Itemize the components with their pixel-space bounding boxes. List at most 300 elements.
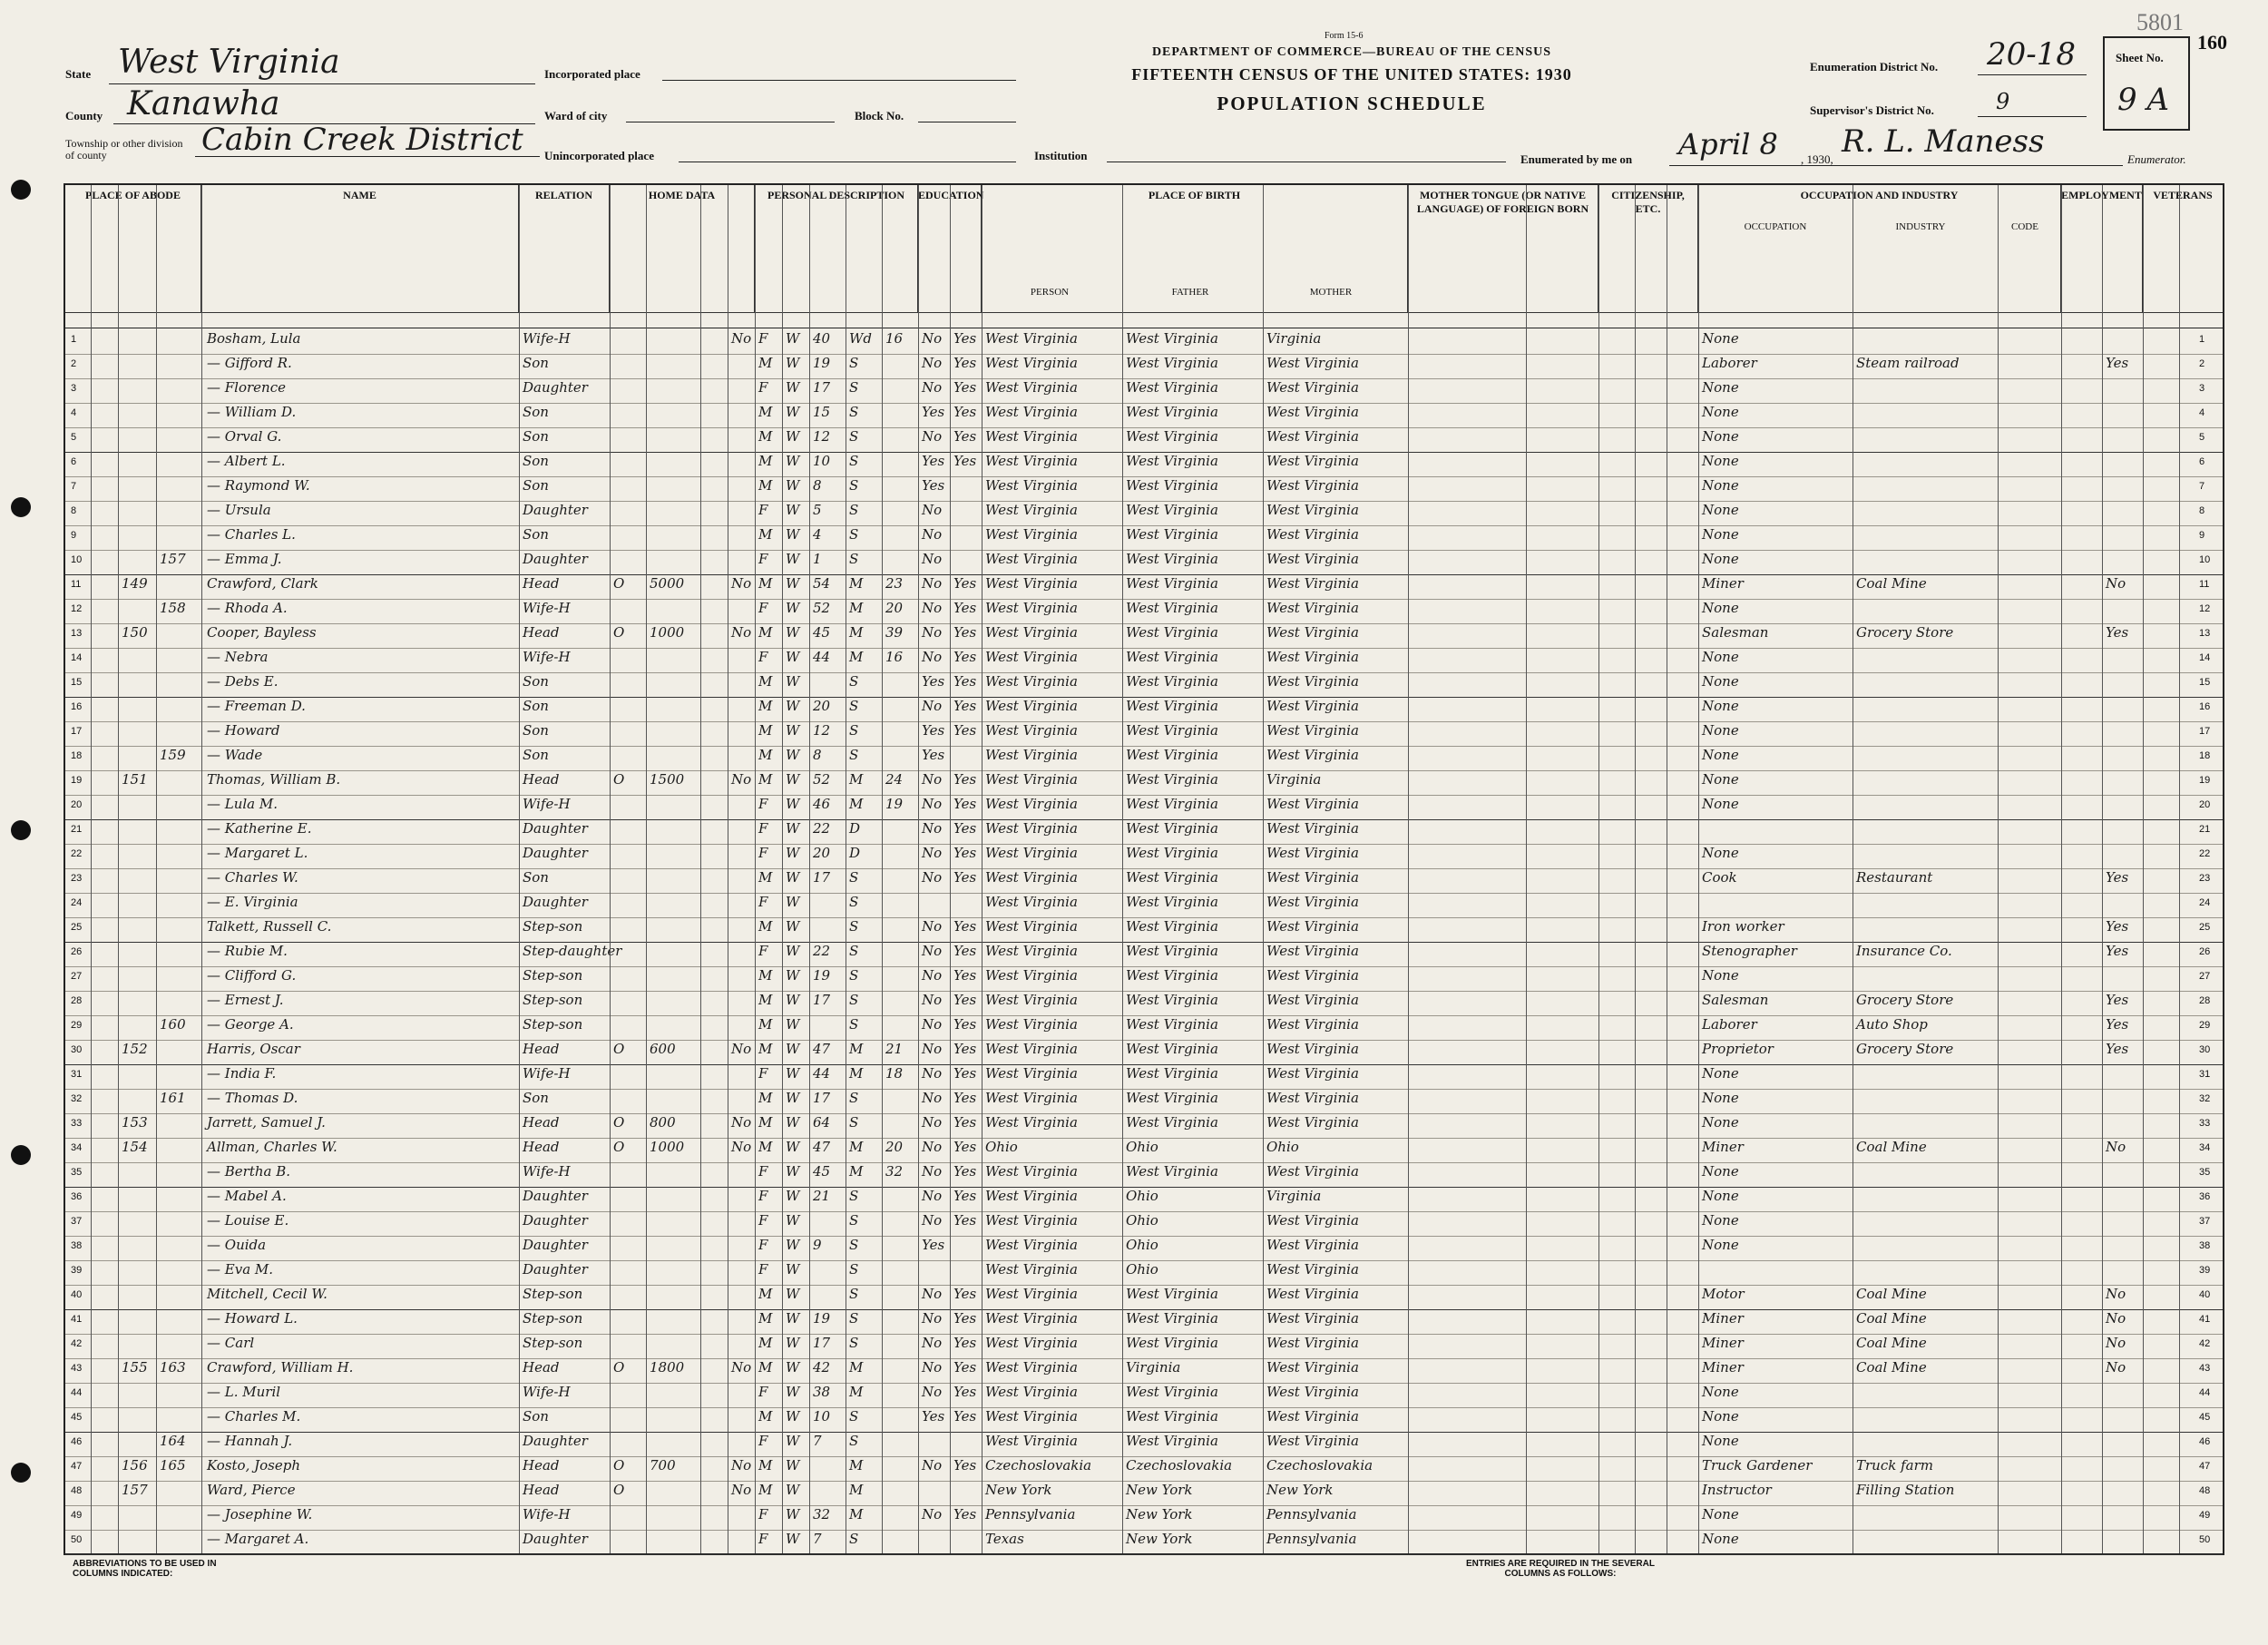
cell-mb: West Virginia [1266, 502, 1359, 518]
cell-name: — Mabel A. [207, 1188, 287, 1204]
cell-rel: Head [523, 1139, 560, 1155]
table-row [65, 745, 2223, 771]
cell-read: Yes [953, 600, 977, 616]
cell-rel: Head [523, 1457, 560, 1474]
township-line [195, 156, 540, 157]
cell-age: 1 [813, 551, 822, 567]
table-row [65, 671, 2223, 698]
line-number: 45 [71, 1412, 83, 1423]
cell-race: W [786, 649, 800, 665]
cell-read: Yes [953, 1065, 977, 1082]
line-number: 2 [2199, 358, 2205, 369]
cell-sch: No [922, 379, 943, 396]
cell-age: 12 [813, 428, 831, 445]
cell-ind: Filling Station [1856, 1482, 1955, 1498]
line-number: 25 [2199, 922, 2211, 933]
line-number: 46 [71, 1436, 83, 1447]
cell-ms: M [849, 600, 864, 616]
line-number: 7 [2199, 481, 2205, 492]
cell-read: Yes [953, 771, 977, 788]
cell-fb: West Virginia [1126, 1384, 1218, 1400]
cell-read: Yes [953, 918, 977, 935]
cell-name: Crawford, Clark [207, 575, 318, 592]
table-row [65, 843, 2223, 869]
county-value: Kanawha [127, 85, 280, 122]
table-body [65, 328, 2223, 1553]
cell-sch: No [922, 1359, 943, 1376]
cell-sch: Yes [922, 722, 945, 739]
cell-sch: No [922, 1016, 943, 1033]
line-number: 30 [2199, 1044, 2211, 1055]
cell-name: — Katherine E. [207, 820, 312, 837]
cell-fb: West Virginia [1126, 894, 1218, 910]
cell-ms: S [849, 1188, 859, 1204]
cell-fb: West Virginia [1126, 551, 1218, 567]
column-number-row [65, 312, 2223, 328]
cell-ms: M [849, 1482, 864, 1498]
cell-mb: West Virginia [1266, 943, 1359, 959]
cell-rel: Daughter [523, 1212, 588, 1229]
cell-read: Yes [953, 1188, 977, 1204]
cell-fb: West Virginia [1126, 918, 1218, 935]
cell-race: W [786, 600, 800, 616]
table-row [65, 377, 2223, 404]
cell-name: — Rhoda A. [207, 600, 288, 616]
cell-race: W [786, 477, 800, 494]
cell-age: 45 [813, 624, 831, 641]
line-number: 28 [71, 995, 83, 1006]
cell-mb: West Virginia [1266, 722, 1359, 739]
cell-age: 17 [813, 1335, 831, 1351]
cell-race: W [786, 330, 800, 347]
cell-ms: M [849, 575, 864, 592]
schedule-title: POPULATION SCHEDULE [1217, 93, 1487, 114]
cell-name: Bosham, Lula [207, 330, 301, 347]
cell-read: Yes [953, 453, 977, 469]
cell-sex: M [758, 1310, 773, 1327]
cell-dw: 156 [122, 1457, 148, 1474]
cell-mb: West Virginia [1266, 624, 1359, 641]
cell-pb: New York [985, 1482, 1052, 1498]
line-number: 50 [2199, 1534, 2211, 1545]
cell-fb: West Virginia [1126, 796, 1218, 812]
cell-name: — Albert L. [207, 453, 286, 469]
cell-race: W [786, 845, 800, 861]
rule [1408, 185, 1409, 1553]
cell-own: O [613, 771, 625, 788]
cell-race: W [786, 1506, 800, 1523]
township-value: Cabin Creek District [201, 122, 523, 158]
incorporated-line [662, 80, 1016, 81]
cell-age: 21 [813, 1188, 831, 1204]
line-number: 17 [2199, 726, 2211, 737]
cell-pb: Czechoslovakia [985, 1457, 1092, 1474]
cell-emp: Yes [2106, 1016, 2129, 1033]
cell-fb: West Virginia [1126, 1408, 1218, 1425]
line-number: 4 [71, 407, 77, 418]
cell-age: 44 [813, 1065, 831, 1082]
cell-mb: Ohio [1266, 1139, 1299, 1155]
rule [1998, 185, 1999, 1553]
table-row [65, 916, 2223, 943]
cell-sex: M [758, 722, 773, 739]
cell-sex: M [758, 918, 773, 935]
cell-fb: West Virginia [1126, 869, 1218, 886]
cell-sch: No [922, 1065, 943, 1082]
cell-race: W [786, 551, 800, 567]
cell-race: W [786, 355, 800, 371]
cell-name: — Wade [207, 747, 263, 763]
cell-ms: S [849, 894, 859, 910]
line-number: 29 [71, 1020, 83, 1031]
cell-pb: West Virginia [985, 918, 1078, 935]
cell-mb: West Virginia [1266, 477, 1359, 494]
line-number: 27 [2199, 971, 2211, 982]
cell-age: 17 [813, 992, 831, 1008]
cell-pb: West Virginia [985, 330, 1078, 347]
cell-mb: West Virginia [1266, 1065, 1359, 1082]
institution-label: Institution [1034, 149, 1088, 162]
line-number: 9 [2199, 530, 2205, 541]
department-title: DEPARTMENT OF COMMERCE—BUREAU OF THE CENSUS [1151, 45, 1552, 59]
cell-pb: West Virginia [985, 624, 1078, 641]
cell-age: 9 [813, 1237, 822, 1253]
cell-sex: M [758, 1408, 773, 1425]
cell-read: Yes [953, 698, 977, 714]
cell-pb: Texas [985, 1531, 1024, 1547]
line-number: 12 [71, 603, 83, 614]
line-number: 2 [71, 358, 77, 369]
table-row [65, 524, 2223, 551]
cell-pb: West Virginia [985, 698, 1078, 714]
cell-rel: Step-daughter [523, 943, 622, 959]
cell-race: W [786, 1384, 800, 1400]
cell-occ: None [1702, 1065, 1739, 1082]
cell-sex: M [758, 1139, 773, 1155]
table-row [65, 1504, 2223, 1531]
cell-occ: Laborer [1702, 355, 1757, 371]
cell-sch: No [922, 502, 943, 518]
cell-ind: Insurance Co. [1856, 943, 1952, 959]
rule [882, 185, 883, 1553]
cell-pb: West Virginia [985, 379, 1078, 396]
table-row [65, 598, 2223, 624]
cell-radio: No [731, 1359, 752, 1376]
cell-read: Yes [953, 796, 977, 812]
cell-rel: Son [523, 477, 549, 494]
cell-fb: West Virginia [1126, 1163, 1218, 1180]
cell-pb: West Virginia [985, 1114, 1078, 1131]
cell-fb: West Virginia [1126, 943, 1218, 959]
cell-occ: None [1702, 845, 1739, 861]
cell-emp: Yes [2106, 943, 2129, 959]
cell-ms: S [849, 477, 859, 494]
cell-sch: No [922, 845, 943, 861]
state-line [109, 83, 535, 84]
cell-ind: Steam railroad [1856, 355, 1960, 371]
cell-pb: West Virginia [985, 747, 1078, 763]
cell-mage: 24 [885, 771, 904, 788]
col-person-birth: PERSON [1030, 287, 1070, 298]
cell-race: W [786, 453, 800, 469]
cell-ms: M [849, 1384, 864, 1400]
line-number: 5 [71, 432, 77, 443]
cell-pb: West Virginia [985, 1188, 1078, 1204]
cell-pb: West Virginia [985, 1065, 1078, 1082]
cell-ind: Truck farm [1856, 1457, 1933, 1474]
cell-sex: F [758, 1212, 768, 1229]
cell-pb: West Virginia [985, 1090, 1078, 1106]
cell-rel: Head [523, 1482, 560, 1498]
cell-occ: None [1702, 1090, 1739, 1106]
cell-age: 47 [813, 1139, 831, 1155]
cell-fb: West Virginia [1126, 1065, 1218, 1082]
col-industry: INDUSTRY [1895, 221, 1946, 232]
cell-fb: Ohio [1126, 1139, 1158, 1155]
cell-sex: M [758, 1335, 773, 1351]
cell-fam: 160 [160, 1016, 186, 1033]
cell-sch: Yes [922, 1408, 945, 1425]
cell-sch: No [922, 1457, 943, 1474]
cell-pb: West Virginia [985, 722, 1078, 739]
cell-name: — Ernest J. [207, 992, 284, 1008]
enumerated-label: Enumerated by me on [1520, 152, 1633, 166]
rule [1698, 185, 1699, 1553]
cell-rel: Son [523, 1408, 549, 1425]
table-row [65, 769, 2223, 796]
cell-occ: None [1702, 1114, 1739, 1131]
sheet-number-box [2103, 36, 2190, 131]
cell-mb: West Virginia [1266, 551, 1359, 567]
table-row [65, 451, 2223, 477]
table-row [65, 549, 2223, 575]
cell-occ: None [1702, 428, 1739, 445]
cell-pb: West Virginia [985, 820, 1078, 837]
cell-rel: Wife-H [523, 330, 571, 347]
cell-sch: Yes [922, 747, 945, 763]
table-row [65, 892, 2223, 918]
cell-age: 22 [813, 820, 831, 837]
cell-pb: Ohio [985, 1139, 1018, 1155]
table-row [65, 1455, 2223, 1482]
table-row [65, 720, 2223, 747]
cell-sex: M [758, 526, 773, 543]
cell-name: — L. Muril [207, 1384, 281, 1400]
table-row [65, 1063, 2223, 1090]
cell-race: W [786, 992, 800, 1008]
cell-dw: 149 [122, 575, 148, 592]
line-number: 5 [2199, 432, 2205, 443]
cell-name: — Debs E. [207, 673, 279, 690]
cell-sex: F [758, 1237, 768, 1253]
cell-age: 42 [813, 1359, 831, 1376]
col-name: NAME [201, 185, 519, 312]
table-row [65, 1480, 2223, 1506]
cell-name: — Orval G. [207, 428, 282, 445]
cell-read: Yes [953, 1408, 977, 1425]
enumerator-name: R. L. Maness [1842, 123, 2045, 160]
cell-sch: Yes [922, 1237, 945, 1253]
state-value: West Virginia [118, 44, 340, 81]
cell-occ: Miner [1702, 1310, 1744, 1327]
cell-pb: West Virginia [985, 1041, 1078, 1057]
cell-sch: No [922, 1286, 943, 1302]
cell-sch: No [922, 1212, 943, 1229]
line-number: 16 [71, 701, 83, 712]
archive-stamp: 5801 [2136, 9, 2184, 35]
cell-sex: F [758, 796, 768, 812]
cell-mb: Czechoslovakia [1266, 1457, 1374, 1474]
cell-pb: West Virginia [985, 1286, 1078, 1302]
line-number: 37 [71, 1216, 83, 1227]
cell-rel: Son [523, 673, 549, 690]
cell-mb: West Virginia [1266, 1433, 1359, 1449]
cell-mb: West Virginia [1266, 967, 1359, 984]
cell-rel: Son [523, 869, 549, 886]
cell-race: W [786, 1335, 800, 1351]
cell-radio: No [731, 1457, 752, 1474]
col-education: EDUCATION [918, 185, 982, 312]
cell-fb: West Virginia [1126, 1286, 1218, 1302]
cell-mb: West Virginia [1266, 649, 1359, 665]
cell-race: W [786, 1163, 800, 1180]
cell-occ: None [1702, 600, 1739, 616]
cell-age: 19 [813, 967, 831, 984]
cell-mb: New York [1266, 1482, 1334, 1498]
line-number: 3 [71, 383, 77, 394]
col-place-of-abode: PLACE OF ABODE [65, 185, 201, 312]
line-number: 10 [71, 554, 83, 565]
cell-race: W [786, 820, 800, 837]
cell-radio: No [731, 624, 752, 641]
line-number: 45 [2199, 1412, 2211, 1423]
cell-race: W [786, 1237, 800, 1253]
supervisor-label: Supervisor's District No. [1810, 103, 1934, 117]
cell-sch: No [922, 330, 943, 347]
cell-fb: West Virginia [1126, 1114, 1218, 1131]
cell-ms: S [849, 404, 859, 420]
cell-read: Yes [953, 1090, 977, 1106]
cell-sex: F [758, 649, 768, 665]
rule [1526, 185, 1527, 1553]
cell-occ: Proprietor [1702, 1041, 1774, 1057]
cell-rel: Daughter [523, 894, 588, 910]
cell-name: — Ursula [207, 502, 271, 518]
cell-own: O [613, 624, 625, 641]
cell-sch: No [922, 943, 943, 959]
cell-race: W [786, 943, 800, 959]
cell-age: 19 [813, 355, 831, 371]
line-number: 13 [71, 628, 83, 639]
line-number: 4 [2199, 407, 2205, 418]
cell-occ: None [1702, 1506, 1739, 1523]
cell-age: 12 [813, 722, 831, 739]
cell-sex: M [758, 1359, 773, 1376]
cell-mb: West Virginia [1266, 1016, 1359, 1033]
table-row [65, 1284, 2223, 1310]
cell-name: Thomas, William B. [207, 771, 341, 788]
cell-name: — George A. [207, 1016, 294, 1033]
cell-fb: West Virginia [1126, 1041, 1218, 1057]
cell-sex: F [758, 1188, 768, 1204]
rule [519, 185, 520, 1553]
punch-hole [11, 1145, 31, 1165]
cell-pb: West Virginia [985, 1384, 1078, 1400]
cell-ms: S [849, 1237, 859, 1253]
cell-emp: No [2106, 1359, 2126, 1376]
cell-fb: West Virginia [1126, 771, 1218, 788]
line-number: 41 [2199, 1314, 2211, 1325]
cell-race: W [786, 1531, 800, 1547]
cell-occ: None [1702, 1237, 1739, 1253]
cell-mb: Virginia [1266, 330, 1322, 347]
cell-pb: West Virginia [985, 575, 1078, 592]
cell-rel: Wife-H [523, 1163, 571, 1180]
cell-sex: F [758, 943, 768, 959]
punch-hole [11, 497, 31, 517]
col-personal-description: PERSONAL DESCRIPTION [755, 185, 918, 312]
cell-rel: Daughter [523, 1433, 588, 1449]
cell-read: Yes [953, 1139, 977, 1155]
cell-ms: S [849, 1114, 859, 1131]
cell-mb: West Virginia [1266, 820, 1359, 837]
cell-fb: West Virginia [1126, 673, 1218, 690]
cell-ms: S [849, 355, 859, 371]
cell-read: Yes [953, 1016, 977, 1033]
cell-sex: F [758, 551, 768, 567]
cell-race: W [786, 796, 800, 812]
cell-mb: West Virginia [1266, 698, 1359, 714]
cell-mb: West Virginia [1266, 1335, 1359, 1351]
rule [755, 185, 756, 1553]
cell-fb: West Virginia [1126, 428, 1218, 445]
cell-sex: M [758, 1041, 773, 1057]
rule [950, 185, 951, 1553]
line-number: 9 [71, 530, 77, 541]
cell-mb: West Virginia [1266, 1212, 1359, 1229]
cell-val: 1500 [650, 771, 685, 788]
cell-fb: Czechoslovakia [1126, 1457, 1233, 1474]
cell-emp: Yes [2106, 992, 2129, 1008]
cell-ms: S [849, 1261, 859, 1278]
cell-read: Yes [953, 624, 977, 641]
cell-fam: 159 [160, 747, 186, 763]
cell-sch: No [922, 918, 943, 935]
rule [2061, 185, 2062, 1553]
cell-name: — Clifford G. [207, 967, 297, 984]
cell-fb: West Virginia [1126, 992, 1218, 1008]
cell-fb: West Virginia [1126, 453, 1218, 469]
cell-sex: F [758, 820, 768, 837]
cell-emp: No [2106, 1335, 2126, 1351]
cell-dw: 152 [122, 1041, 148, 1057]
cell-pb: West Virginia [985, 869, 1078, 886]
cell-read: Yes [953, 355, 977, 371]
cell-rel: Head [523, 1359, 560, 1376]
line-number: 10 [2199, 554, 2211, 565]
census-title: FIFTEENTH CENSUS OF THE UNITED STATES: 1930 [1131, 65, 1572, 83]
cell-sex: F [758, 1065, 768, 1082]
cell-rel: Head [523, 624, 560, 641]
table-row [65, 1382, 2223, 1408]
line-number: 3 [2199, 383, 2205, 394]
cell-fam: 165 [160, 1457, 186, 1474]
cell-race: W [786, 1065, 800, 1082]
cell-sch: No [922, 1310, 943, 1327]
cell-ms: S [849, 1016, 859, 1033]
cell-name: — Rubie M. [207, 943, 288, 959]
cell-race: W [786, 747, 800, 763]
